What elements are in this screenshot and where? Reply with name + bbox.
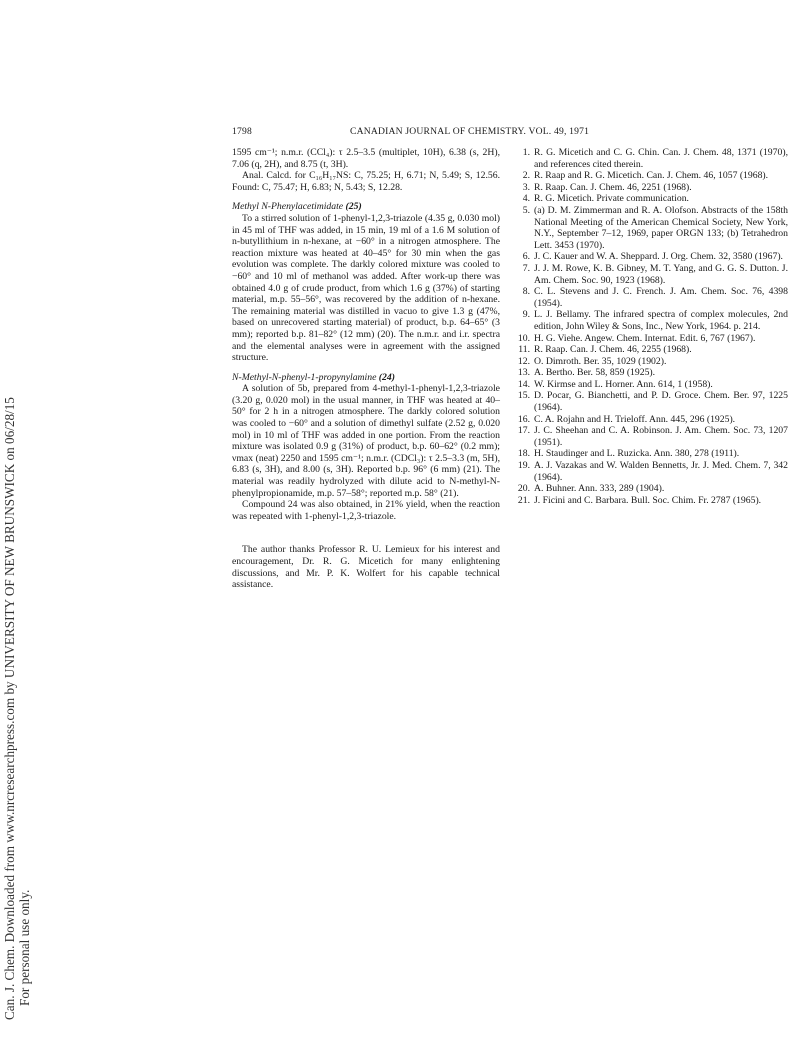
reference-number: 11. xyxy=(518,344,530,356)
watermark-line-1: Can. J. Chem. Downloaded from www.nrcresearchpress.com by UNIVERSITY OF NEW BRUNSWICK on 06/28/15 xyxy=(2,397,17,1020)
left-column xyxy=(232,147,500,591)
reference-text: R. Raap and R. G. Micetich. Can. J. Chem. 46, 1057 (1968). xyxy=(534,170,769,182)
reference-number: 6. xyxy=(522,251,530,263)
watermark-line-2: For personal use only. xyxy=(17,889,32,1006)
reference-text: R. Raap. Can. J. Chem. 46, 2255 (1968). xyxy=(534,344,692,356)
reference-item xyxy=(516,286,788,309)
reference-number: 3. xyxy=(522,181,530,193)
download-watermark xyxy=(2,320,32,1020)
reference-number: 15. xyxy=(517,390,530,402)
reference-item xyxy=(516,356,788,368)
reference-item xyxy=(516,344,788,356)
reference-number: 2. xyxy=(522,170,530,182)
reference-number: 1. xyxy=(522,147,530,158)
acknowledgement: The author thanks Professor R. U. Lemieux for his interest and encouragement, Dr. R. G. Micetich for many enlightening discussions, and Mr. P. K. Wolfert for his capable technical assistance. xyxy=(232,544,500,591)
reference-item xyxy=(516,333,788,345)
reference-item xyxy=(516,425,788,448)
reference-number: 13. xyxy=(517,367,530,379)
compound-24-note: Compound 24 was also obtained, in 21% yield, when the reaction was repeated with 1-phenyl-1,2,3-triazole. xyxy=(232,499,500,522)
reference-item xyxy=(516,495,788,507)
reference-item xyxy=(516,170,788,182)
reference-number: 16. xyxy=(517,413,530,425)
reference-item xyxy=(516,367,788,379)
reference-item xyxy=(516,379,788,391)
reference-text: H. G. Viehe. Angew. Chem. Internat. Edit. 6, 767 (1967). xyxy=(534,332,756,344)
reference-number: 7. xyxy=(522,262,530,274)
reference-number: 5. xyxy=(522,204,530,216)
reference-item xyxy=(516,263,788,286)
reference-number: 4. xyxy=(522,193,530,205)
reference-item xyxy=(516,390,788,413)
reference-number: 10. xyxy=(517,332,530,344)
reference-item xyxy=(516,309,788,332)
reference-item xyxy=(516,193,788,205)
reference-number: 20. xyxy=(517,483,530,495)
reference-number: 12. xyxy=(517,355,530,367)
nmr-continuation: 1595 cm⁻¹; n.m.r. (CCl₄): τ 2.5–3.5 (multiplet, 10H), 6.38 (s, 2H), 7.06 (q, 2H), and 8.75 (t, 3H). xyxy=(232,147,500,170)
reference-number: 17. xyxy=(517,425,530,437)
reference-text: (a) D. M. Zimmerman and R. A. Olofson. Abstracts of the 158th National Meeting of the American Chemical Society, New York, N.Y., September 7–12, 1969, paper ORGN 133; (b) Tetrahedron Lett. 3453 (1970). xyxy=(534,204,788,251)
heading-title: Methyl N-Phenylacetimidate xyxy=(232,201,344,213)
heading-title: N-Methyl-N-phenyl-1-propynylamine xyxy=(232,371,377,383)
reference-text: J. J. M. Rowe, K. B. Gibney, M. T. Yang, and G. G. S. Dutton. J. Am. Chem. Soc. 90, 1923 (1968). xyxy=(534,262,788,286)
reference-text: R. G. Micetich and C. G. Chin. Can. J. Chem. 48, 1371 (1970), and references cited therein. xyxy=(534,147,788,170)
reference-item xyxy=(516,414,788,426)
compound-number: (25) xyxy=(345,201,362,213)
reference-text: A. Buhner. Ann. 333, 289 (1904). xyxy=(534,483,665,495)
reference-number: 18. xyxy=(517,448,530,460)
compound-number: (24) xyxy=(378,371,395,383)
reference-number: 8. xyxy=(522,286,530,298)
reference-list xyxy=(516,147,788,506)
reference-text: L. J. Bellamy. The infrared spectra of complex molecules, 2nd edition, John Wiley & Sons, Inc., New York, 1964. p. 214. xyxy=(534,309,788,332)
reference-item xyxy=(516,182,788,194)
reference-text: R. Raap. Can. J. Chem. 46, 2251 (1968). xyxy=(534,181,692,193)
page-number: 1798 xyxy=(232,126,252,137)
reference-text: W. Kirmse and L. Horner. Ann. 614, 1 (1958). xyxy=(534,378,713,390)
reference-text: A. J. Vazakas and W. Walden Bennetts, Jr. J. Med. Chem. 7, 342 (1964). xyxy=(534,460,788,483)
reference-text: R. G. Micetich. Private communication. xyxy=(534,193,689,205)
reference-item xyxy=(516,205,788,251)
section-heading-25 xyxy=(232,201,500,213)
reference-number: 21. xyxy=(517,494,530,506)
reference-number: 9. xyxy=(522,309,530,321)
reference-text: C. A. Rojahn and H. Trieloff. Ann. 445, 296 (1925). xyxy=(534,413,736,425)
reference-item xyxy=(516,448,788,460)
reference-text: H. Staudinger and L. Ruzicka. Ann. 380, 278 (1911). xyxy=(534,448,740,460)
reference-text: D. Pocar, G. Bianchetti, and P. D. Groce. Chem. Ber. 97, 1225 (1964). xyxy=(534,390,788,414)
procedure-paragraph-24: A solution of 5b, prepared from 4-methyl-1-phenyl-1,2,3-triazole (3.20 g, 0.020 mol) in the usual manner, in THF was heated at 40–50° for 2 h in a nitrogen atmosphere. The darkly colored solution was cooled to −60° and a solution of dimethyl sulfate (2.52 g, 0.020 mol) in 10 ml of THF was added in one portion. From the reaction mixture was isolated 0.9 g (31%) of product, b.p. 60–62° (0.2 mm); νmax (neat) 2250 and 1595 cm⁻¹; n.m.r. (CDCl₃): τ 2.5–3.3 (m, 5H), 6.83 (s, 3H), and 8.00 (s, 3H). Reported b.p. 96° (6 mm) (21). The material was readily hydrolyzed with dilute acid to N-methyl-N-phenylpropionamide, m.p. 57–58°; reported m.p. 58° (21). xyxy=(232,383,500,499)
reference-text: J. Ficini and C. Barbara. Bull. Soc. Chim. Fr. 2787 (1965). xyxy=(534,494,762,506)
reference-text: A. Bertho. Ber. 58, 859 (1925). xyxy=(534,367,656,379)
analysis-paragraph: Anal. Calcd. for C₁₆H₁₇NS: C, 75.25; H, 6.71; N, 5.49; S, 12.56. Found: C, 75.47; H, 6.83; N, 5.43; S, 12.28. xyxy=(232,170,500,193)
reference-text: J. C. Kauer and W. A. Sheppard. J. Org. Chem. 32, 3580 (1967). xyxy=(534,251,783,263)
reference-text: J. C. Sheehan and C. A. Robinson. J. Am. Chem. Soc. 73, 1207 (1951). xyxy=(534,425,788,448)
reference-item xyxy=(516,460,788,483)
reference-number: 19. xyxy=(517,460,530,472)
reference-text: O. Dimroth. Ber. 35, 1029 (1902). xyxy=(534,355,667,367)
reference-item xyxy=(516,251,788,263)
section-heading-24 xyxy=(232,372,500,384)
references-column xyxy=(516,147,788,506)
reference-number: 14. xyxy=(517,378,530,390)
reference-text: C. L. Stevens and J. C. French. J. Am. Chem. Soc. 76, 4398 (1954). xyxy=(534,286,788,309)
reference-item xyxy=(516,147,788,170)
procedure-paragraph-25: To a stirred solution of 1-phenyl-1,2,3-triazole (4.35 g, 0.030 mol) in 45 ml of THF was added, in 15 min, 19 ml of a 1.6 M solution of n-butyllithium in n-hexane, at −60° in a nitrogen atmosphere. The reaction mixture was heated at 40–45° for 30 min when the gas evolution was complete. The darkly colored mixture was cooled to −60° and 10 ml of methanol was added. After work-up there was obtained 4.0 g of crude product, from which 1.6 g (37%) of starting material, m.p. 55–56°, was recovered by the addition of n-hexane. The remaining material was distilled in vacuo to give 1.3 g (47%, based on unrecovered starting material) of product, b.p. 64–65° (3 mm); reported b.p. 81–82° (12 mm) (20). The n.m.r. and i.r. spectra and the elemental analyses were in agreement with the assigned structure. xyxy=(232,212,500,364)
reference-item xyxy=(516,483,788,495)
journal-title: CANADIAN JOURNAL OF CHEMISTRY. VOL. 49, 1971 xyxy=(350,126,590,137)
